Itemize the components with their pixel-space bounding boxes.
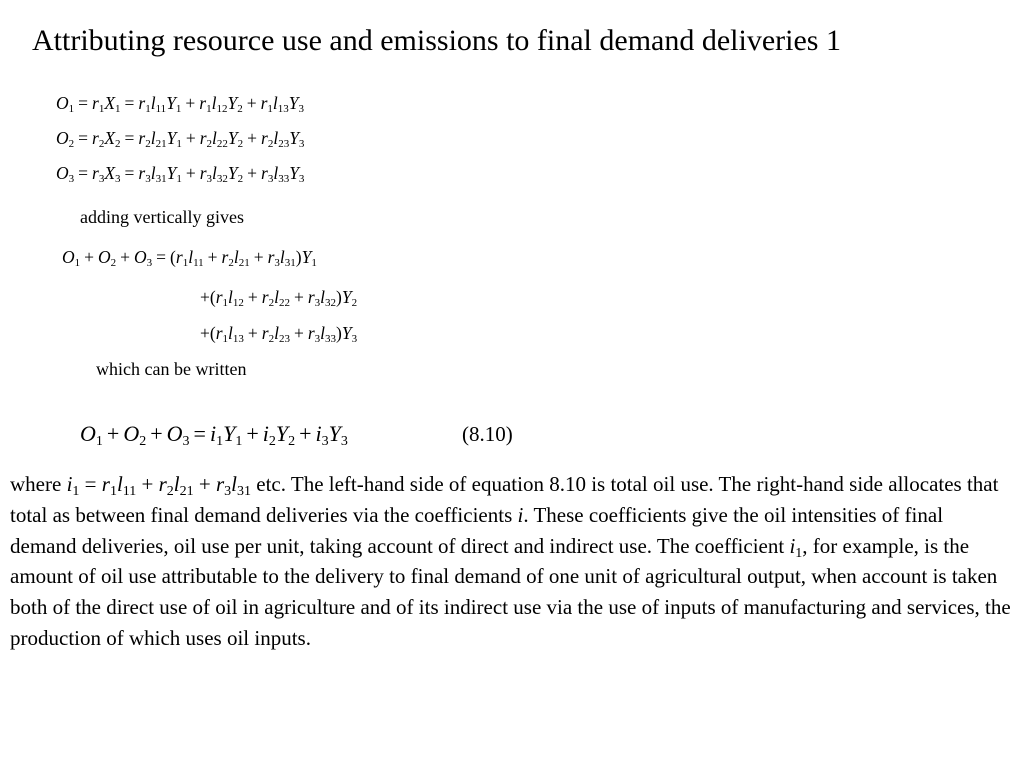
- equation-o2: $O_2 = r_2X_2 = r_2l_{21}Y_1 + r_2l_{22}Y_2 + r_2l_{23}Y_3$: [56, 128, 305, 150]
- formula-t3-l-sub: 31: [237, 484, 252, 499]
- which-can-be-written-note: which can be written: [96, 359, 247, 379]
- formula-t2-r: r: [158, 472, 167, 496]
- equation-number: (8.10): [462, 422, 513, 446]
- coefficient-i1-sub: 1: [795, 545, 803, 561]
- adding-vertically-note: adding vertically gives: [80, 207, 244, 227]
- sum-equation-line-1: $O_1 + O_2 + O_3 = (r_1l_{11} + r_2l_{21} + r_3l_{31})Y_1$: [62, 247, 317, 269]
- formula-plus-2: +: [198, 472, 211, 496]
- formula-t2-r-sub: 2: [166, 484, 174, 499]
- formula-t3-r-sub: 3: [224, 484, 232, 499]
- formula-t1-r-sub: 1: [109, 484, 117, 499]
- formula-t1-l-sub: 11: [122, 484, 137, 499]
- formula-lhs: i: [66, 472, 73, 496]
- formula-eq-sign: =: [84, 472, 97, 496]
- coefficient-i: i: [517, 502, 524, 527]
- explanation-paragraph: [10, 469, 1014, 654]
- slide-title: Attributing resource use and emissions to final demand deliveries 1: [32, 24, 841, 57]
- formula-lhs-sub: 1: [72, 484, 80, 499]
- equation-o1: $O_1 = r_1X_1 = r_1l_{11}Y_1 + r_1l_{12}Y_2 + r_1l_{13}Y_3$: [56, 93, 305, 115]
- formula-t2-l-sub: 21: [179, 484, 194, 499]
- formula-t3-l: l: [231, 472, 238, 496]
- paragraph-text-1: etc. The left-hand side of equation 8.10 is total oil use. The right-hand side allocates that total as between final demand deliveries via the coefficients: [10, 472, 999, 527]
- formula-plus-1: +: [141, 472, 154, 496]
- paragraph-text-3: , for example, is the amount of oil use attributable to the delivery to final demand of one unit of agricultural output, when account is taken both of the direct use of oil in agriculture and of its indirect use via the use of inputs of manufacturing and services, the production of which uses oil inputs.: [10, 533, 1011, 650]
- sum-equation-line-3: $+(r_1l_{13} + r_2l_{23} + r_3l_{33})Y_3$: [200, 323, 358, 345]
- equation-o3: $O_3 = r_3X_3 = r_3l_{31}Y_1 + r_3l_{32}Y_2 + r_3l_{33}Y_3$: [56, 163, 305, 185]
- formula-t2-l: l: [173, 472, 180, 496]
- paragraph-intro: where: [10, 472, 62, 496]
- equation-8-10: $O_1 + O_2 + O_3 = i_1Y_1 + i_2Y_2 + i_3Y_3$: [80, 421, 348, 449]
- paragraph-text-2: . These coefficients give the oil intensities of final demand deliveries, oil use per unit, taking account of direct and indirect use. The coefficient: [10, 502, 944, 558]
- formula-t1-l: l: [116, 472, 123, 496]
- coefficient-i1: i: [789, 533, 796, 558]
- formula-t3-r: r: [215, 472, 225, 496]
- sum-equation-line-2: $+(r_1l_{12} + r_2l_{22} + r_3l_{32})Y_2$: [200, 287, 358, 309]
- formula-t1-r: r: [101, 472, 110, 496]
